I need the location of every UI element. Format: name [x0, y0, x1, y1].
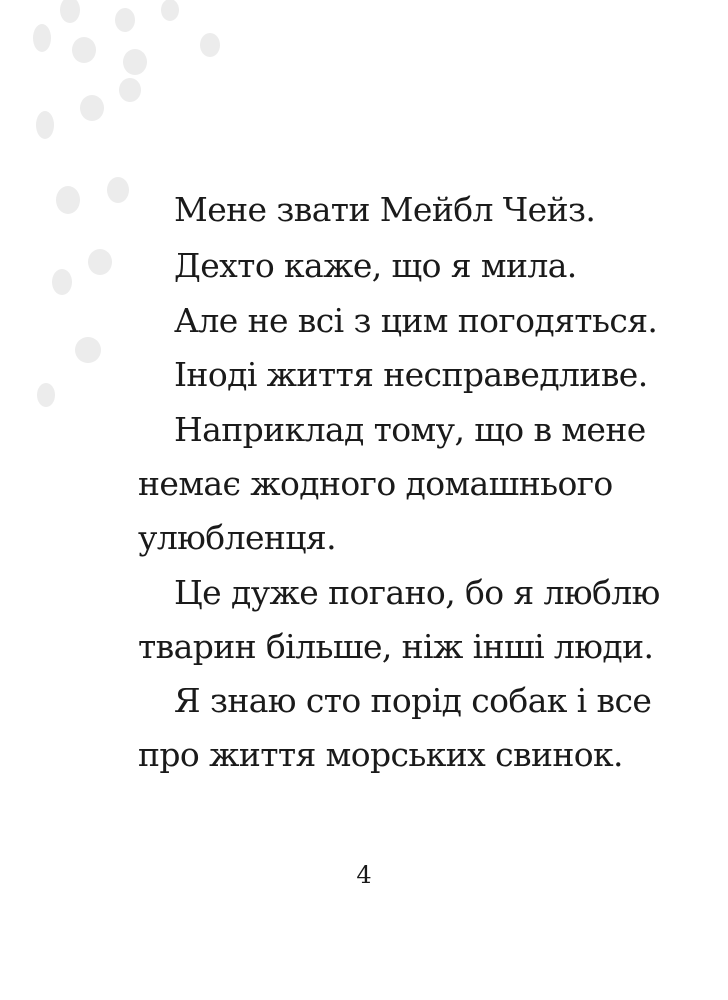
page-number: 4: [356, 861, 372, 889]
text-line: Наприклад тому, що в мене: [174, 410, 646, 449]
decorative-dot: [37, 383, 55, 407]
text-line: Дехто каже, що я мила.: [174, 246, 577, 285]
text-line: немає жодного домашнього: [138, 464, 613, 503]
decorative-dot: [36, 111, 54, 139]
text-line: Я знаю сто порід собак і все: [174, 681, 652, 720]
decorative-dot: [123, 49, 147, 75]
decorative-dot: [33, 24, 51, 52]
decorative-dot: [200, 33, 220, 57]
decorative-dot: [161, 0, 179, 21]
decorative-dot: [56, 186, 80, 214]
text-line: Але не всі з цим погодяться.: [174, 301, 658, 340]
decorative-dot: [52, 269, 72, 295]
text-line: тварин більше, ніж інші люди.: [138, 627, 654, 666]
text-line: Це дуже погано, бо я люблю: [174, 573, 660, 612]
text-line: про життя морських свинок.: [138, 735, 623, 774]
text-line: улюбленця.: [138, 518, 336, 557]
decorative-dot: [72, 37, 96, 63]
text-line: Іноді життя несправедливе.: [174, 355, 648, 394]
decorative-dot: [60, 0, 80, 23]
decorative-dot: [88, 249, 112, 275]
decorative-dot: [119, 78, 141, 102]
decorative-dot: [107, 177, 129, 203]
decorative-dot: [80, 95, 104, 121]
decorative-dot: [115, 8, 135, 32]
text-line: Мене звати Мейбл Чейз.: [174, 190, 596, 229]
decorative-dot: [75, 337, 101, 363]
